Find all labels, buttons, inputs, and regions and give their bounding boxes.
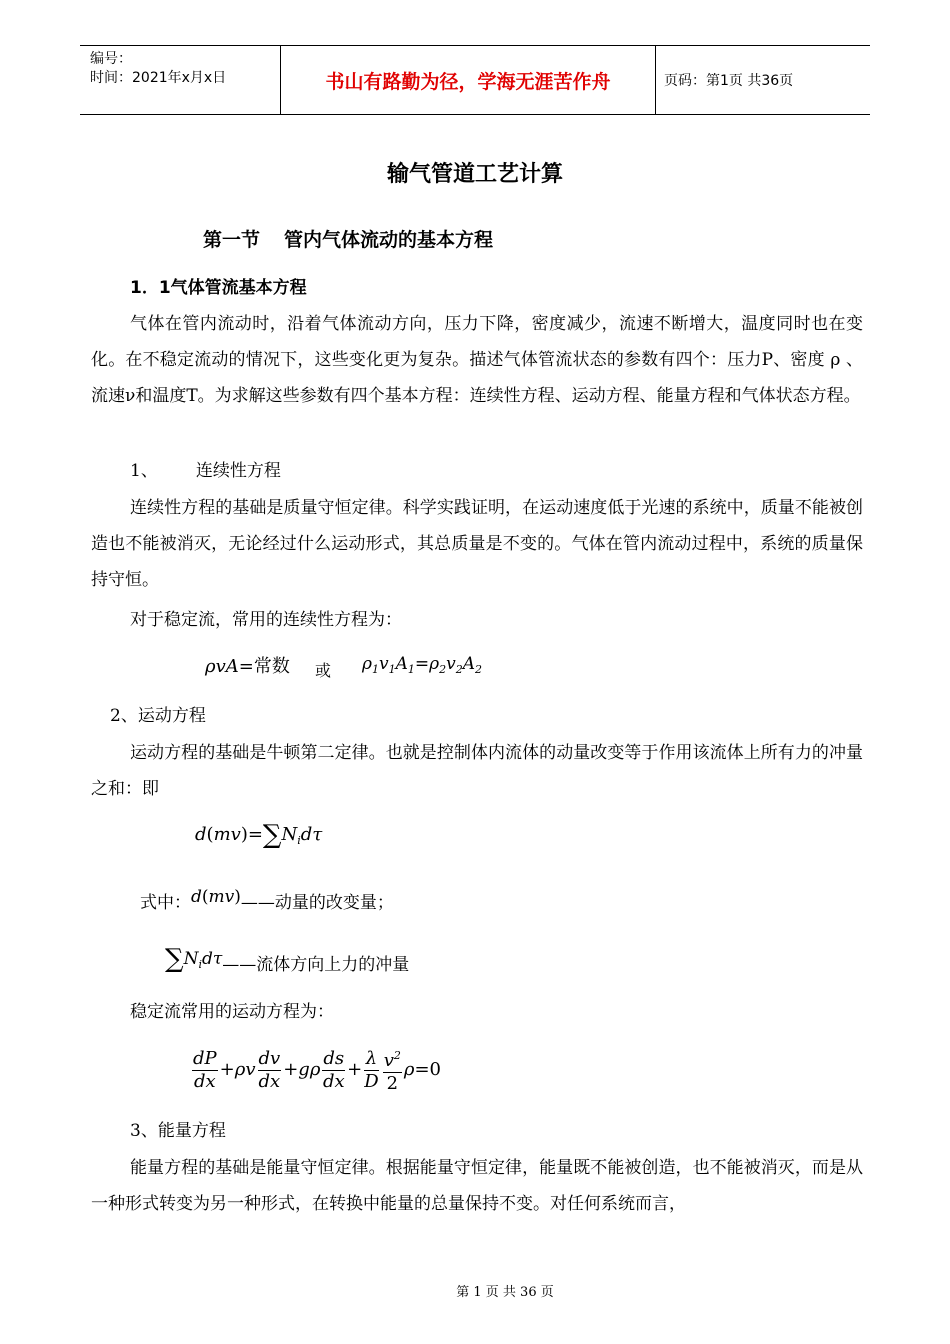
continuity-equation-1 — [205, 652, 290, 678]
section-title: 管内气体流动的基本方程 — [284, 229, 494, 251]
where2-desc: ——流体方向上力的冲量 — [222, 955, 410, 975]
page-footer: 第 1 页 共 36 页 — [456, 1285, 554, 1300]
item1-paragraph: 连续性方程的基础是质量守恒定律。科学实践证明，在运动速度低于光速的系统中，质量不能被创造也不能被消灭，无论经过什么运动形式，其总质量是不变的。气体在管内流动过程中，系统的质量保持守恒。 — [91, 498, 863, 590]
header-motto: 书山有路勤为径，学海无涯苦作舟 — [325, 70, 611, 93]
page-header — [80, 45, 870, 115]
item2-stable-text: 稳定流常用的运动方程为： — [130, 1002, 334, 1022]
item2-paragraph: 运动方程的基础是牛顿第二定律。也就是控制体内流体的动量改变等于作用该流体上所有力的冲量之和：即 — [91, 743, 863, 799]
momentum-equation: $d(mv)=\sum N_id\tau$ — [195, 820, 323, 850]
item1-title: 连续性方程 — [195, 461, 281, 481]
item3-heading: 3、能量方程 — [130, 1121, 226, 1141]
item1-heading — [130, 453, 281, 489]
header-divider — [655, 46, 656, 114]
section-heading — [203, 225, 493, 252]
where-line-1: 式中：d(mv)——动量的改变量； — [140, 887, 394, 913]
continuity-equation-2: $\rho_1v_1A_1=\rho_2v_2A_2$ — [362, 654, 483, 676]
eq1-left: ρvA= — [205, 656, 254, 677]
steady-motion-equation: $\frac{dP}{dx}$ +ρv $\frac{dv}{dx}$ +gρ $\frac{ds}{dx}$ + $\frac{\lambda}{D}$ $\frac{v^2}{2}$ ρ=0 — [190, 1045, 441, 1095]
item2-heading: 2、运动方程 — [110, 706, 206, 726]
item1-stable-text: 对于稳定流，常用的连续性方程为： — [130, 610, 402, 630]
item1-number: 1、 — [130, 461, 158, 481]
header-code: 编号： — [90, 51, 132, 67]
document-title: 输气管道工艺计算 — [386, 162, 563, 187]
item3-paragraph: 能量方程的基础是能量守恒定律。根据能量守恒定律，能量既不能被创造，也不能被消灭，而是从一种形式转变为另一种形式，在转换中能量的总量保持不变。对任何系统而言， — [91, 1158, 863, 1214]
sub-heading: 1．1气体管流基本方程 — [130, 278, 307, 298]
header-page-info: 页码：第1页 共36页 — [664, 73, 794, 89]
section-number: 第一节 — [203, 229, 261, 251]
header-meta — [90, 50, 226, 88]
where1-desc: ——动量的改变量； — [240, 893, 394, 913]
eq1-or: 或 — [315, 661, 332, 680]
where-line-2: $\sum N_id\tau——$流体方向上力的冲量 — [165, 944, 410, 975]
header-time: 时间：2021年x月x日 — [90, 70, 227, 86]
eq1-constant: 常数 — [253, 656, 290, 677]
header-divider — [280, 46, 281, 114]
intro-paragraph: 气体在管内流动时，沿着气体流动方向，压力下降，密度减少，流速不断增大，温度同时也在变化。在不稳定流动的情况下，这些变化更为复杂。描述气体管流状态的参数有四个：压力P、密度 ρ 、流速ν和温度T。为求解这些参数有四个基本方程：连续性方程、运动方程、能量方程和气体状态方程。 — [91, 314, 863, 406]
where-label: 式中： — [140, 893, 191, 913]
